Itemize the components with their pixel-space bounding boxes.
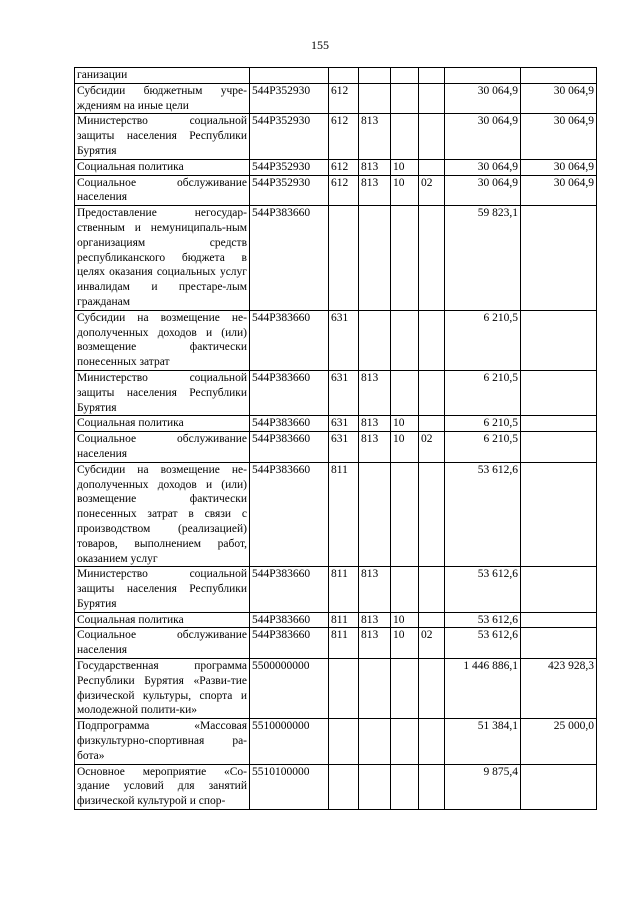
cell-target-code: 544P383660 xyxy=(250,416,329,432)
cell-amount-total: 9 875,4 xyxy=(445,764,521,809)
table-row xyxy=(75,206,597,311)
cell-subsection xyxy=(419,370,445,415)
cell-ministry-code: 813 xyxy=(359,416,391,432)
cell-expense-type: 631 xyxy=(329,416,359,432)
cell-expense-type: 612 xyxy=(329,175,359,206)
cell-amount-total: 30 064,9 xyxy=(445,175,521,206)
cell-subsection: 02 xyxy=(419,432,445,463)
cell-expense-type xyxy=(329,206,359,311)
cell-ministry-code: 813 xyxy=(359,114,391,159)
cell-expense-type: 612 xyxy=(329,114,359,159)
table-row xyxy=(75,370,597,415)
cell-target-code: 5510000000 xyxy=(250,719,329,764)
cell-amount-federal: 30 064,9 xyxy=(521,159,597,175)
cell-amount-federal xyxy=(521,567,597,612)
cell-amount-total: 30 064,9 xyxy=(445,83,521,114)
cell-ministry-code xyxy=(359,659,391,719)
cell-section: 10 xyxy=(391,175,419,206)
cell-amount-federal xyxy=(521,416,597,432)
cell-name: Министерство социальной защиты населения Республики Бурятия xyxy=(75,114,250,159)
cell-amount-total: 6 210,5 xyxy=(445,432,521,463)
cell-amount-total: 53 612,6 xyxy=(445,612,521,628)
cell-expense-type xyxy=(329,764,359,809)
cell-section xyxy=(391,567,419,612)
cell-expense-type: 612 xyxy=(329,159,359,175)
cell-amount-federal xyxy=(521,764,597,809)
cell-subsection: 02 xyxy=(419,628,445,659)
cell-section xyxy=(391,83,419,114)
cell-section xyxy=(391,68,419,84)
cell-section xyxy=(391,719,419,764)
cell-amount-total: 1 446 886,1 xyxy=(445,659,521,719)
cell-target-code: 544P383660 xyxy=(250,612,329,628)
cell-name: Министерство социальной защиты населения Республики Бурятия xyxy=(75,567,250,612)
cell-section xyxy=(391,310,419,370)
cell-amount-federal xyxy=(521,628,597,659)
cell-target-code xyxy=(250,68,329,84)
table-row xyxy=(75,567,597,612)
table-row xyxy=(75,659,597,719)
cell-expense-type: 631 xyxy=(329,370,359,415)
cell-amount-total: 53 612,6 xyxy=(445,628,521,659)
table-row xyxy=(75,83,597,114)
cell-amount-federal xyxy=(521,612,597,628)
cell-amount-total: 6 210,5 xyxy=(445,370,521,415)
cell-section: 10 xyxy=(391,416,419,432)
cell-name: Социальная политика xyxy=(75,416,250,432)
cell-target-code: 544P352930 xyxy=(250,159,329,175)
cell-name: Субсидии на возмещение не-дополученных доходов и (или) возмещение фактически понесенных затрат xyxy=(75,310,250,370)
cell-subsection xyxy=(419,567,445,612)
cell-expense-type xyxy=(329,659,359,719)
cell-section: 10 xyxy=(391,159,419,175)
cell-name: Социальное обслуживание населения xyxy=(75,432,250,463)
cell-name: Субсидии бюджетным учре-ждениям на иные цели xyxy=(75,83,250,114)
cell-amount-total xyxy=(445,68,521,84)
table-row xyxy=(75,416,597,432)
budget-table xyxy=(74,67,597,810)
cell-section: 10 xyxy=(391,612,419,628)
cell-name: Социальная политика xyxy=(75,159,250,175)
cell-name: Субсидии на возмещение не-дополученных доходов и (или) возмещение фактически понесенных затрат в связи с производством (реализацией) товаров, выполнением работ, оказанием услуг xyxy=(75,462,250,567)
cell-ministry-code xyxy=(359,764,391,809)
cell-expense-type: 811 xyxy=(329,567,359,612)
cell-target-code: 544P383660 xyxy=(250,310,329,370)
cell-section xyxy=(391,659,419,719)
cell-target-code: 5510100000 xyxy=(250,764,329,809)
cell-section xyxy=(391,114,419,159)
cell-target-code: 544P383660 xyxy=(250,432,329,463)
cell-amount-federal: 25 000,0 xyxy=(521,719,597,764)
table-row xyxy=(75,719,597,764)
cell-target-code: 5500000000 xyxy=(250,659,329,719)
cell-amount-total: 6 210,5 xyxy=(445,416,521,432)
cell-subsection xyxy=(419,612,445,628)
cell-target-code: 544P383660 xyxy=(250,462,329,567)
cell-expense-type: 612 xyxy=(329,83,359,114)
cell-amount-federal xyxy=(521,310,597,370)
table-row xyxy=(75,159,597,175)
cell-ministry-code: 813 xyxy=(359,370,391,415)
cell-expense-type xyxy=(329,719,359,764)
table-row xyxy=(75,764,597,809)
cell-subsection xyxy=(419,719,445,764)
cell-subsection: 02 xyxy=(419,175,445,206)
table-row xyxy=(75,114,597,159)
cell-section: 10 xyxy=(391,628,419,659)
cell-amount-federal xyxy=(521,462,597,567)
cell-target-code: 544P383660 xyxy=(250,370,329,415)
cell-target-code: 544P352930 xyxy=(250,114,329,159)
cell-amount-total: 53 612,6 xyxy=(445,567,521,612)
cell-subsection xyxy=(419,764,445,809)
cell-amount-total: 30 064,9 xyxy=(445,159,521,175)
cell-amount-federal: 30 064,9 xyxy=(521,114,597,159)
cell-section: 10 xyxy=(391,432,419,463)
cell-expense-type: 811 xyxy=(329,612,359,628)
cell-subsection xyxy=(419,206,445,311)
cell-amount-federal: 30 064,9 xyxy=(521,175,597,206)
cell-expense-type: 631 xyxy=(329,432,359,463)
cell-subsection xyxy=(419,68,445,84)
cell-name: Основное мероприятие «Со-здание условий для занятий физической культурой и спор- xyxy=(75,764,250,809)
cell-section xyxy=(391,370,419,415)
cell-ministry-code: 813 xyxy=(359,612,391,628)
cell-ministry-code xyxy=(359,462,391,567)
cell-amount-federal: 423 928,3 xyxy=(521,659,597,719)
cell-ministry-code: 813 xyxy=(359,159,391,175)
cell-target-code: 544P352930 xyxy=(250,83,329,114)
cell-section xyxy=(391,206,419,311)
cell-target-code: 544P383660 xyxy=(250,567,329,612)
cell-amount-total: 59 823,1 xyxy=(445,206,521,311)
cell-ministry-code: 813 xyxy=(359,175,391,206)
cell-amount-total: 6 210,5 xyxy=(445,310,521,370)
cell-amount-total: 53 612,6 xyxy=(445,462,521,567)
cell-expense-type: 811 xyxy=(329,628,359,659)
cell-name: Подпрограмма «Массовая физкультурно-спортивная ра-бота» xyxy=(75,719,250,764)
cell-subsection xyxy=(419,83,445,114)
cell-target-code: 544P352930 xyxy=(250,175,329,206)
cell-subsection xyxy=(419,310,445,370)
table-row xyxy=(75,68,597,84)
table-row xyxy=(75,310,597,370)
cell-target-code: 544P383660 xyxy=(250,206,329,311)
cell-ministry-code: 813 xyxy=(359,432,391,463)
table-row xyxy=(75,628,597,659)
table-row xyxy=(75,175,597,206)
cell-ministry-code xyxy=(359,83,391,114)
cell-amount-federal xyxy=(521,370,597,415)
cell-section xyxy=(391,462,419,567)
table-row xyxy=(75,432,597,463)
table-row xyxy=(75,462,597,567)
cell-amount-federal xyxy=(521,432,597,463)
cell-name: ганизации xyxy=(75,68,250,84)
cell-ministry-code xyxy=(359,310,391,370)
page-number: 155 xyxy=(311,38,329,52)
cell-target-code: 544P383660 xyxy=(250,628,329,659)
cell-expense-type: 631 xyxy=(329,310,359,370)
cell-name: Социальное обслуживание населения xyxy=(75,628,250,659)
cell-ministry-code xyxy=(359,206,391,311)
cell-amount-federal xyxy=(521,68,597,84)
cell-subsection xyxy=(419,659,445,719)
cell-subsection xyxy=(419,159,445,175)
cell-name: Социальное обслуживание населения xyxy=(75,175,250,206)
cell-ministry-code: 813 xyxy=(359,628,391,659)
cell-subsection xyxy=(419,114,445,159)
cell-amount-total: 51 384,1 xyxy=(445,719,521,764)
cell-section xyxy=(391,764,419,809)
cell-name: Государственная программа Республики Бурятия «Разви-тие физической культуры, спорта и молодежной полити-ки» xyxy=(75,659,250,719)
cell-amount-federal xyxy=(521,206,597,311)
cell-ministry-code xyxy=(359,719,391,764)
cell-ministry-code: 813 xyxy=(359,567,391,612)
cell-amount-federal: 30 064,9 xyxy=(521,83,597,114)
cell-ministry-code xyxy=(359,68,391,84)
cell-amount-total: 30 064,9 xyxy=(445,114,521,159)
table-row xyxy=(75,612,597,628)
cell-name: Предоставление негосудар-ственным и немуниципаль-ным организациям средств республиканского бюджета в целях оказания социальных услуг инвалидам и престаре-лым гражданам xyxy=(75,206,250,311)
cell-name: Министерство социальной защиты населения Республики Бурятия xyxy=(75,370,250,415)
cell-subsection xyxy=(419,416,445,432)
cell-expense-type: 811 xyxy=(329,462,359,567)
cell-expense-type xyxy=(329,68,359,84)
cell-subsection xyxy=(419,462,445,567)
cell-name: Социальная политика xyxy=(75,612,250,628)
